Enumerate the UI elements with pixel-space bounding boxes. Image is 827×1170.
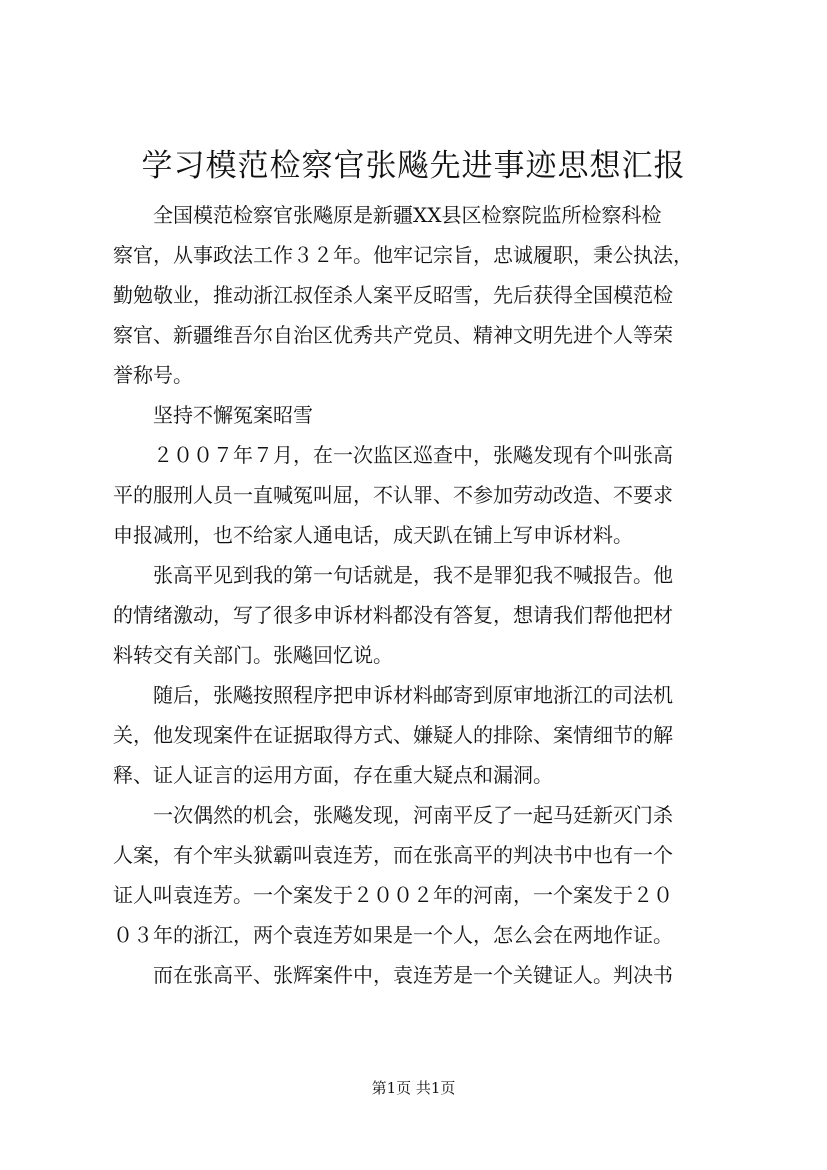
text-line: 料转交有关部门。张飚回忆说。 [113, 643, 393, 667]
text-line: 察官，从事政法工作３２年。他牢记宗旨，忠诚履职，秉公执法， [113, 243, 693, 267]
text-line: 平的服刑人员一直喊冤叫屈，不认罪、不参加劳动改造、不要求 [113, 483, 673, 507]
text-line: 全国模范检察官张飚原是新疆XX县区检察院监所检察科检 [153, 203, 662, 227]
section-heading [113, 395, 743, 435]
document-title: 学习模范检察官张飚先进事迹思想汇报 [141, 148, 686, 184]
text-line: 的情绪激动，写了很多申诉材料都没有答复，想请我们帮他把材 [113, 603, 673, 627]
text-line: 勤勉敬业，推动浙江叔侄杀人案平反昭雪，先后获得全国模范检 [113, 283, 673, 307]
paragraph [113, 435, 743, 555]
text-line: 人案，有个牢头狱霸叫袁连芳，而在张高平的判决书中也有一个 [113, 843, 673, 867]
paragraph [113, 795, 743, 955]
text-line: 而在张高平、张辉案件中，袁连芳是一个关键证人。判决书 [153, 963, 673, 987]
paragraph [113, 955, 743, 995]
paragraph [113, 555, 743, 675]
paragraph [113, 195, 743, 395]
text-line: 关，他发现案件在证据取得方式、嫌疑人的排除、案情细节的解 [113, 723, 673, 747]
paragraph [113, 675, 743, 795]
document-body [113, 195, 743, 995]
text-line: ２００７年７月，在一次监区巡查中，张飚发现有个叫张高 [153, 443, 673, 467]
text-line: 申报减刑，也不给家人通电话，成天趴在铺上写申诉材料。 [113, 523, 633, 547]
text-line: 一次偶然的机会，张飚发现，河南平反了一起马廷新灭门杀 [153, 803, 673, 827]
text-line: 证人叫袁连芳。一个案发于２００２年的河南，一个案发于２０ [113, 883, 673, 907]
text-line: ０３年的浙江，两个袁连芳如果是一个人，怎么会在两地作证。 [113, 923, 673, 947]
text-line: 坚持不懈冤案昭雪 [153, 403, 313, 427]
text-line: 察官、新疆维吾尔自治区优秀共产党员、精神文明先进个人等荣 [113, 323, 673, 347]
text-line: 誉称号。 [113, 363, 193, 387]
page-number-footer: 第1页 共1页 [371, 1079, 456, 1097]
text-line: 随后，张飚按照程序把申诉材料邮寄到原审地浙江的司法机 [153, 683, 673, 707]
text-line: 张高平见到我的第一句话就是，我不是罪犯我不喊报告。他 [153, 563, 673, 587]
text-line: 释、证人证言的运用方面，存在重大疑点和漏洞。 [113, 763, 553, 787]
